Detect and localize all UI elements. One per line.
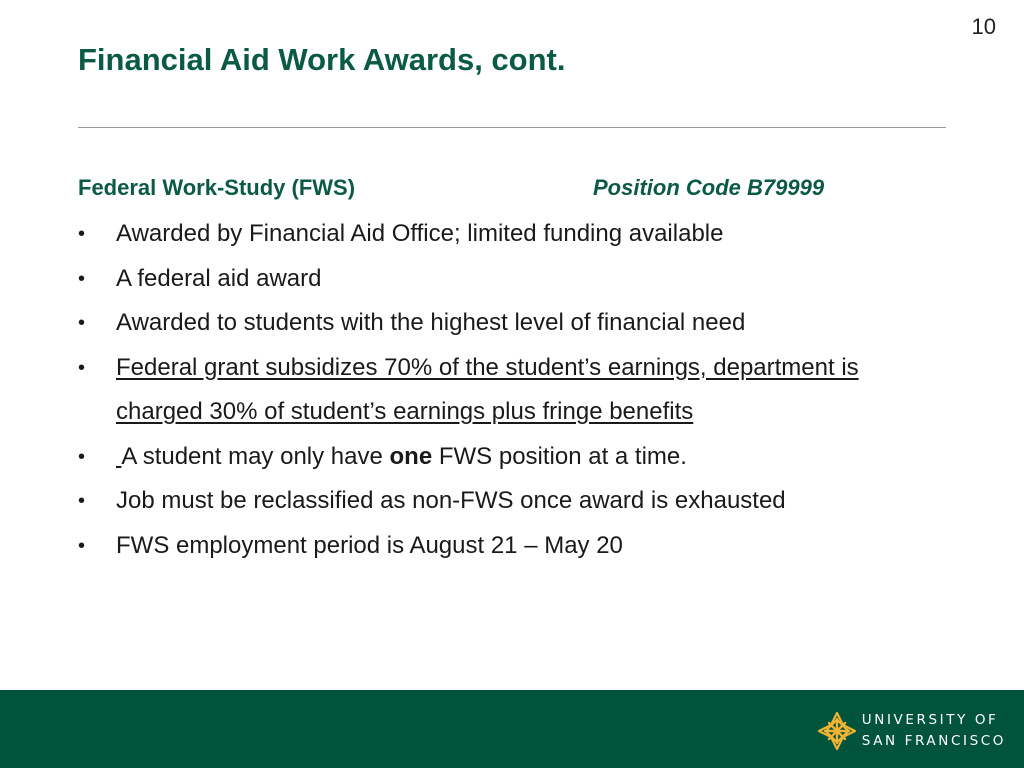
- bullet-text: A federal aid award: [116, 264, 322, 292]
- bullet-marker: •: [78, 312, 86, 334]
- bullet-text-underlined: Federal grant subsidizes 70% of the student’s earnings, department is charged 30% of student’s earnings plus fringe benefits: [116, 353, 859, 425]
- bullet-item-awarded-by: [78, 212, 938, 257]
- logo-line-2: SAN FRANCISCO: [861, 733, 1006, 749]
- bullet-item-grant-subsidy: [78, 346, 938, 435]
- university-wordmark: [862, 710, 1006, 752]
- university-logo: [816, 710, 1006, 752]
- bullet-text-before: A student may only have: [121, 442, 390, 470]
- bullet-item-one-position: [78, 435, 938, 480]
- bullet-text: FWS employment period is August 21 – May 20: [116, 531, 623, 559]
- bullet-item-employment-period: [78, 524, 938, 569]
- usf-sunburst-cross-icon: [816, 710, 858, 752]
- section-heading: Federal Work-Study (FWS): [78, 175, 356, 200]
- slide-number: 10: [971, 14, 996, 39]
- bullet-marker: •: [78, 534, 86, 557]
- bullet-item-federal-award: [78, 257, 938, 302]
- title-divider: [78, 127, 946, 128]
- bullet-marker: •: [78, 445, 86, 468]
- bullet-marker: •: [78, 490, 86, 512]
- position-code: Position Code B79999: [593, 175, 825, 200]
- bullet-item-reclassified: [78, 479, 938, 524]
- bullet-text: Job must be reclassified as non-FWS once award is exhausted: [116, 487, 786, 514]
- bullet-marker: •: [78, 356, 86, 379]
- bullet-text-emphasis: one: [389, 442, 433, 470]
- bullet-marker: •: [78, 223, 86, 245]
- logo-line-1: UNIVERSITY OF: [861, 712, 999, 728]
- section-header: [78, 175, 946, 203]
- bullet-marker: •: [78, 267, 86, 290]
- bullet-item-financial-need: [78, 301, 938, 346]
- slide-title: Financial Aid Work Awards, cont.: [78, 42, 566, 77]
- bullet-text: Awarded by Financial Aid Office; limited funding available: [116, 220, 724, 247]
- bullet-text: Awarded to students with the highest level of financial need: [116, 309, 746, 336]
- footer-bar: [0, 690, 1024, 768]
- bullet-text-after: FWS position at a time.: [432, 442, 687, 470]
- bullet-list: [78, 212, 938, 568]
